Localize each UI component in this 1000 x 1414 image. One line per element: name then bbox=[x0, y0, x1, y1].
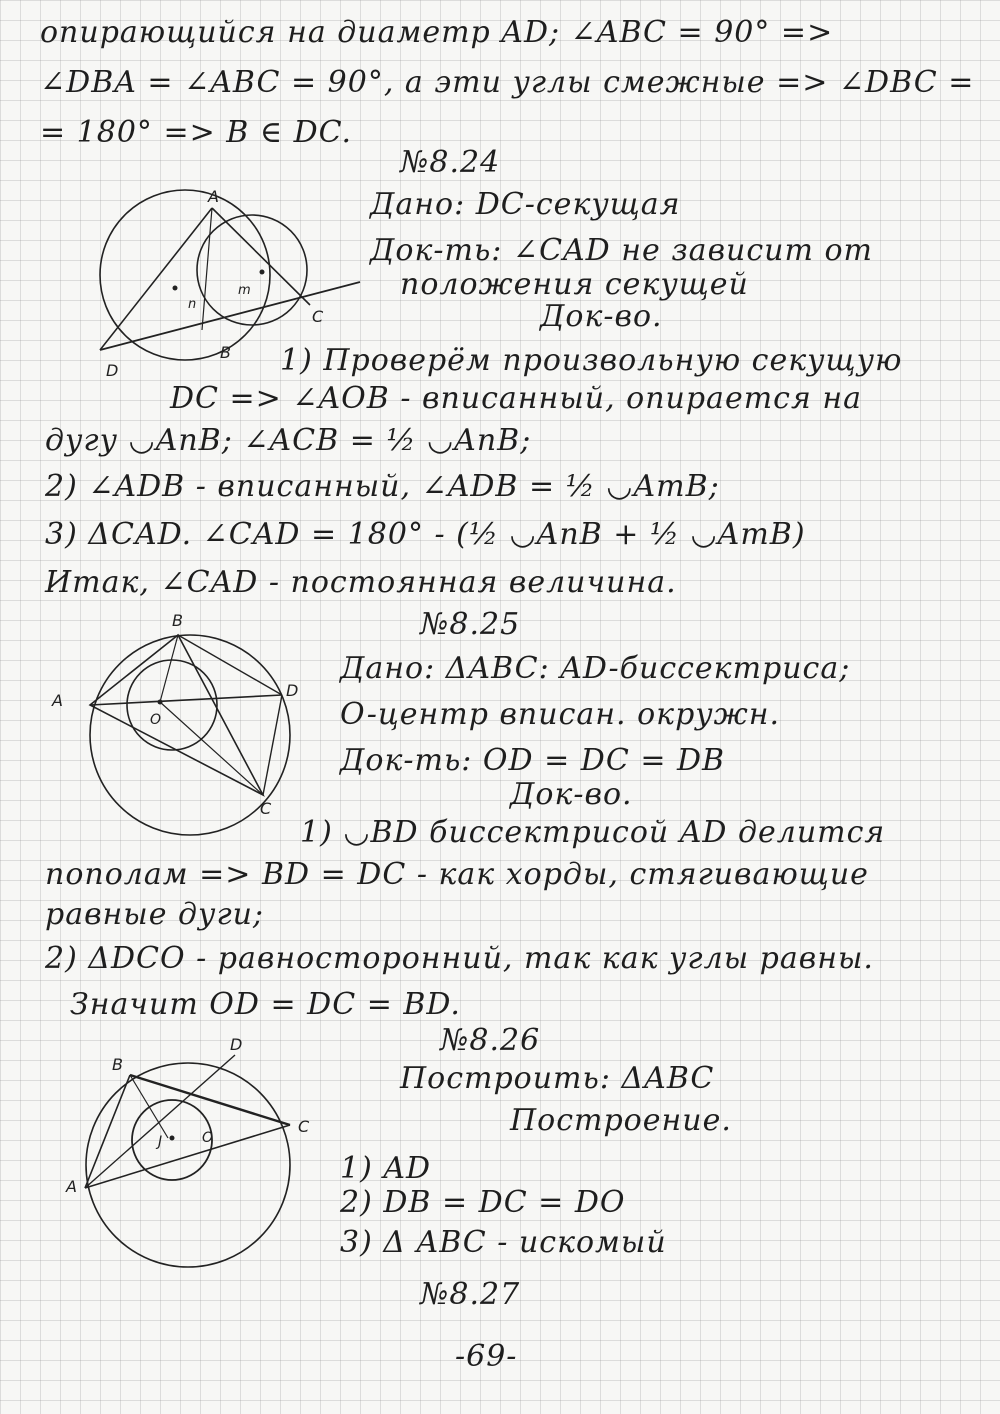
incenter-dot bbox=[158, 700, 163, 705]
given-825: Дано: ΔABC: AD-биссектриса; bbox=[340, 651, 851, 686]
circle-small bbox=[197, 215, 307, 325]
chord-ad bbox=[100, 208, 212, 350]
text-line-24: Значит OD = DC = BD. bbox=[70, 987, 461, 1022]
text-line-10: DC => ∠AOB - вписанный, опирается на bbox=[170, 381, 862, 416]
label-o: O bbox=[202, 1130, 214, 1146]
figure-8-24-svg bbox=[90, 187, 380, 390]
text-line-23: 2) ΔDCO - равносторонний, так как углы равны. bbox=[45, 941, 874, 976]
segment-oc bbox=[160, 702, 263, 795]
text-line-1: опирающийся на диаметр AD; ∠ABC = 90° => bbox=[40, 15, 834, 50]
label-m: m bbox=[238, 283, 251, 298]
step-1-826: 1) AD bbox=[340, 1151, 432, 1186]
given-824: Дано: DC-секущая bbox=[370, 187, 681, 222]
figure-8-24 bbox=[90, 187, 380, 390]
label-d: D bbox=[286, 681, 299, 700]
chord-ac bbox=[212, 208, 310, 305]
construction-header-826: Построение. bbox=[510, 1103, 732, 1138]
text-line-13: 3) ΔCAD. ∠CAD = 180° - (½ ◡AnB + ½ ◡AmB) bbox=[45, 517, 806, 552]
center-small-dot bbox=[260, 270, 265, 275]
given-825-cont: O-центр вписан. окружн. bbox=[340, 697, 781, 732]
incircle bbox=[127, 660, 217, 750]
label-a: A bbox=[66, 1177, 77, 1196]
text-line-3: = 180° => B ∈ DC. bbox=[40, 115, 353, 150]
label-i: J bbox=[158, 1134, 163, 1150]
label-d: D bbox=[230, 1035, 243, 1054]
text-line-11: дугу ◡AnB; ∠ACB = ½ ◡AnB; bbox=[45, 423, 532, 458]
problem-number-827: №8.27 bbox=[420, 1277, 521, 1312]
page-number: -69- bbox=[455, 1339, 518, 1374]
step-3-826: 3) Δ ABC - искомый bbox=[340, 1225, 667, 1260]
label-c: C bbox=[312, 307, 324, 326]
label-o: O bbox=[150, 712, 162, 728]
proof-header-825: Док-во. bbox=[510, 777, 633, 812]
text-line-22: равные дуги; bbox=[45, 897, 265, 932]
center-dot bbox=[170, 1136, 175, 1141]
label-b: B bbox=[220, 343, 231, 362]
problem-number-826: №8.26 bbox=[440, 1023, 541, 1058]
figure-8-26-svg bbox=[60, 1030, 330, 1320]
side-ac bbox=[85, 1125, 290, 1188]
label-c: C bbox=[260, 799, 272, 818]
text-line-2: ∠DBA = ∠ABC = 90°, а эти углы смежные => ∠DBC = bbox=[40, 65, 975, 100]
prove-824: Док-ть: ∠CAD не зависит от bbox=[370, 233, 873, 268]
label-n: n bbox=[188, 297, 197, 312]
figure-8-26 bbox=[60, 1030, 330, 1320]
label-c: C bbox=[298, 1117, 310, 1136]
problem-number-824: №8.24 bbox=[400, 145, 501, 180]
text-line-9: 1) Проверём произвольную секущую bbox=[280, 343, 903, 378]
figure-8-25 bbox=[50, 610, 320, 840]
problem-number-825: №8.25 bbox=[420, 607, 521, 642]
prove-825: Док-ть: OD = DC = DB bbox=[340, 743, 726, 778]
label-a: A bbox=[208, 187, 219, 206]
label-b: B bbox=[112, 1055, 123, 1074]
label-d: D bbox=[106, 361, 119, 380]
label-a: A bbox=[52, 691, 63, 710]
center-large-dot bbox=[173, 286, 178, 291]
label-b: B bbox=[172, 611, 183, 630]
text-line-12: 2) ∠ADB - вписанный, ∠ADB = ½ ◡AmB; bbox=[45, 469, 720, 504]
figure-8-25-svg bbox=[50, 610, 320, 840]
prove-824-cont: положения секущей bbox=[400, 267, 749, 302]
step-2-826: 2) DB = DC = DO bbox=[340, 1185, 626, 1220]
segment-ob bbox=[160, 635, 178, 702]
bisector-ad bbox=[90, 695, 282, 705]
bisector-ad bbox=[85, 1055, 235, 1188]
text-line-21: пополам => BD = DC - как хорды, стягивающие bbox=[45, 857, 869, 892]
proof-header-824: Док-во. bbox=[540, 299, 663, 334]
common-chord-ab bbox=[202, 208, 212, 330]
text-line-14: Итак, ∠CAD - постоянная величина. bbox=[45, 565, 677, 600]
construct-826: Построить: ΔABC bbox=[400, 1061, 715, 1096]
text-line-20: 1) ◡BD биссектрисой AD делится bbox=[300, 815, 886, 850]
